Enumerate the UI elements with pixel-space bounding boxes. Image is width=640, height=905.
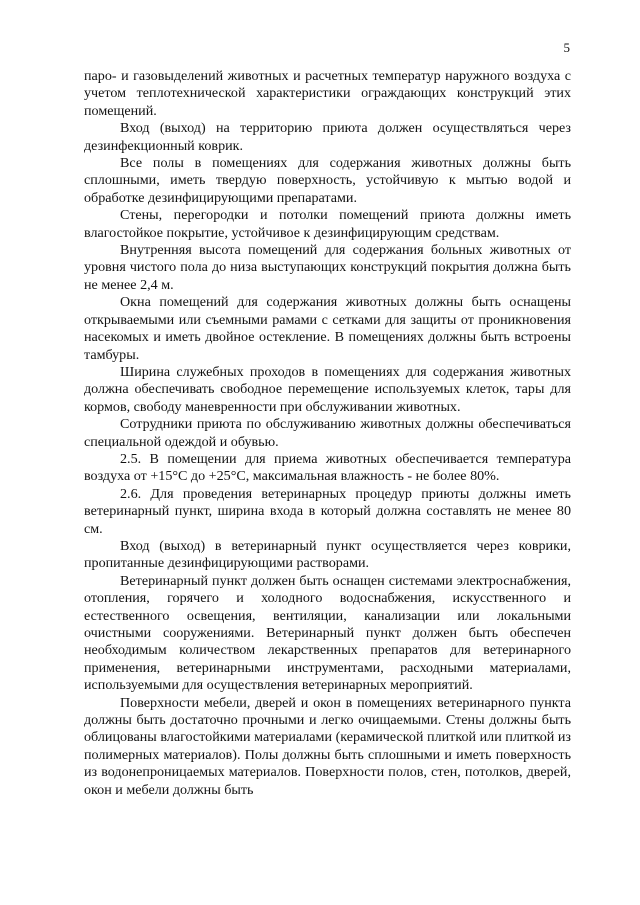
paragraph-vet-equipment: Ветеринарный пункт должен быть оснащен системами электроснабжения, отопления, горячего и холодного водоснабжения, искусственного и естественного освещения, вентиляции, канализации или локальными очистными сооружениями. Ветеринарный пункт должен быть обеспечен необходимым количеством лекарственных препаратов для ветеринарного применения, ветеринарными инструментами, расходными материалами, используемыми для осуществления ветеринарных мероприятий. bbox=[84, 572, 571, 694]
paragraph-entrance-disinfection: Вход (выход) на территорию приюта должен осуществляться через дезинфекционный коврик. bbox=[84, 120, 571, 154]
paragraph-walls: Стены, перегородки и потолки помещений приюта должны иметь влагостойкое покрытие, устойчивое к дезинфицирующим средствам. bbox=[84, 207, 571, 241]
page-number: 5 bbox=[563, 40, 570, 55]
paragraph-floors: Все полы в помещениях для содержания животных должны быть сплошными, иметь твердую поверхность, устойчивую к мытью водой и обработке дезинфицирующими препаратами. bbox=[84, 155, 571, 206]
paragraph-2-6-vet-point: 2.6. Для проведения ветеринарных процедур приюты должны иметь ветеринарный пункт, ширина входа в который должна составлять не менее 80 см. bbox=[84, 485, 571, 537]
paragraph-2-5-temperature: 2.5. В помещении для приема животных обеспечивается температура воздуха от +15°С до +25°С, максимальная влажность - не более 80%. bbox=[84, 450, 571, 485]
paragraph-ceiling-height: Внутренняя высота помещений для содержания больных животных от уровня чистого пола до низа выступающих конструкций покрытия должна быть не менее 2,4 м. bbox=[84, 242, 571, 293]
paragraph-continued: паро- и газовыделений животных и расчетных температур наружного воздуха с учетом теплотехнической характеристики ограждающих конструкций этих помещений. bbox=[84, 68, 571, 119]
document-body bbox=[84, 68, 571, 799]
paragraph-vet-surfaces: Поверхности мебели, дверей и окон в помещениях ветеринарного пункта должны быть достаточно прочными и легко очищаемыми. Стены должны быть облицованы влагостойкими материалами (керамической плиткой или плиткой из полимерных материалов). Полы должны быть сплошными и иметь поверхность из водонепроницаемых материалов. Поверхности полов, стен, потолков, дверей, окон и мебели должны быть bbox=[84, 694, 571, 798]
paragraph-passages: Ширина служебных проходов в помещениях для содержания животных должна обеспечивать свободное перемещение используемых клеток, тары для кормов, свободу маневренности при обслуживании животных. bbox=[84, 363, 571, 415]
paragraph-vet-entrance: Вход (выход) в ветеринарный пункт осуществляется через коврики, пропитанные дезинфицирующими растворами. bbox=[84, 537, 571, 572]
paragraph-windows: Окна помещений для содержания животных должны быть оснащены открываемыми или съемными рамами с сетками для защиты от проникновения насекомых и иметь двойное остекление. В помещениях должны быть встроены тамбуры. bbox=[84, 294, 571, 363]
paragraph-staff-clothing: Сотрудники приюта по обслуживанию животных должны обеспечиваться специальной одеждой и обувью. bbox=[84, 416, 571, 450]
